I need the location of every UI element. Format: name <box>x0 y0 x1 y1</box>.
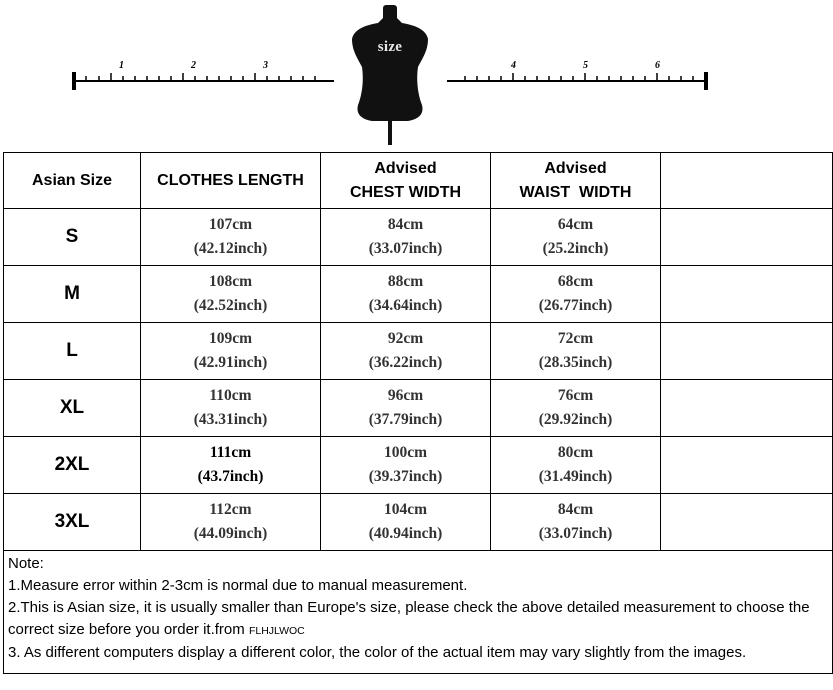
empty-cell <box>661 209 833 266</box>
header-waist-label: WAIST WIDTH <box>519 183 632 201</box>
size-cell: XL <box>4 380 141 437</box>
chest-inch: (37.79inch) <box>368 411 443 428</box>
brand-name: FLHJLWOC <box>248 625 305 637</box>
empty-cell <box>661 494 833 551</box>
empty-cell <box>661 323 833 380</box>
chest-cell <box>321 494 491 551</box>
waist-cm: 64cm <box>557 216 594 233</box>
chest-inch: (36.22inch) <box>368 354 443 371</box>
size-cell: 3XL <box>4 494 141 551</box>
ruler-number: 3 <box>263 60 268 71</box>
chest-cm: 104cm <box>383 501 428 518</box>
length-inch: (42.91inch) <box>193 354 268 371</box>
chest-inch: (39.37inch) <box>368 468 443 485</box>
length-inch: (42.52inch) <box>193 297 268 314</box>
header-chest-advised: Advised <box>374 159 437 177</box>
waist-cell <box>491 494 661 551</box>
header-chest-label: CHEST WIDTH <box>349 183 462 201</box>
chest-cell <box>321 437 491 494</box>
table-header-row <box>4 153 833 209</box>
length-cell <box>141 437 321 494</box>
chest-cell <box>321 209 491 266</box>
header-waist-width <box>491 153 661 209</box>
measuring-ruler-left <box>72 60 334 90</box>
length-inch: (42.12inch) <box>193 240 268 257</box>
note-line-3: 3. As different computers display a different color, the color of the actual item may vary slightly from the images. <box>8 644 747 661</box>
length-cell <box>141 494 321 551</box>
table-row <box>4 380 833 437</box>
notes-cell <box>4 551 833 674</box>
length-inch: (43.31inch) <box>193 411 268 428</box>
table-row <box>4 437 833 494</box>
notes-title: Note: <box>8 555 44 572</box>
length-cm: 112cm <box>209 501 252 518</box>
chest-cm: 84cm <box>387 216 424 233</box>
waist-cell <box>491 209 661 266</box>
measuring-ruler-right <box>447 60 709 90</box>
length-cm: 107cm <box>208 216 253 233</box>
length-cell <box>141 380 321 437</box>
header-empty <box>661 153 833 209</box>
chest-cm: 92cm <box>387 330 424 347</box>
ruler-number: 6 <box>655 60 660 71</box>
size-cell: M <box>4 266 141 323</box>
waist-cell <box>491 380 661 437</box>
length-cm: 109cm <box>208 330 253 347</box>
waist-cm: 68cm <box>557 273 594 290</box>
size-chart-table <box>3 152 833 674</box>
table-row <box>4 494 833 551</box>
length-inch: (43.7inch) <box>197 468 264 485</box>
note-line-2 <box>8 597 828 642</box>
notes-row <box>4 551 833 674</box>
waist-cm: 76cm <box>557 387 594 404</box>
chest-inch: (33.07inch) <box>368 240 443 257</box>
dress-form-icon <box>348 5 432 145</box>
length-cm: 111cm <box>209 444 252 461</box>
size-header-graphic <box>0 0 833 150</box>
header-waist-advised: Advised <box>544 159 607 177</box>
size-cell: S <box>4 209 141 266</box>
empty-cell <box>661 437 833 494</box>
waist-cm: 72cm <box>557 330 594 347</box>
length-cm: 108cm <box>208 273 253 290</box>
ruler-number: 1 <box>119 60 124 71</box>
chest-cell <box>321 380 491 437</box>
header-clothes-length: CLOTHES LENGTH <box>141 153 321 209</box>
chest-cell <box>321 323 491 380</box>
header-chest-width <box>321 153 491 209</box>
waist-inch: (33.07inch) <box>538 525 613 542</box>
length-cm: 110cm <box>209 387 252 404</box>
chest-cm: 100cm <box>383 444 428 461</box>
waist-inch: (25.2inch) <box>542 240 609 257</box>
empty-cell <box>661 380 833 437</box>
header-asian-size: Asian Size <box>4 153 141 209</box>
waist-cell <box>491 266 661 323</box>
length-cell <box>141 323 321 380</box>
waist-inch: (29.92inch) <box>538 411 613 428</box>
length-inch: (44.09inch) <box>193 525 268 542</box>
waist-cm: 84cm <box>557 501 594 518</box>
table-row <box>4 266 833 323</box>
note-line-2-text: 2.This is Asian size, it is usually smaller than Europe's size, please check the above detailed measurement to choose the correct size before you order it.from <box>8 599 810 638</box>
length-cell <box>141 266 321 323</box>
waist-cell <box>491 323 661 380</box>
size-cell: 2XL <box>4 437 141 494</box>
waist-cell <box>491 437 661 494</box>
waist-inch: (31.49inch) <box>538 468 613 485</box>
ruler-number: 5 <box>583 60 588 71</box>
length-cell <box>141 209 321 266</box>
table-row <box>4 323 833 380</box>
waist-cm: 80cm <box>557 444 594 461</box>
chest-inch: (40.94inch) <box>368 525 443 542</box>
waist-inch: (26.77inch) <box>538 297 613 314</box>
chest-cell <box>321 266 491 323</box>
mannequin-label: size <box>377 39 403 55</box>
waist-inch: (28.35inch) <box>538 354 613 371</box>
ruler-number: 4 <box>511 60 516 71</box>
note-line-1: 1.Measure error within 2-3cm is normal due to manual measurement. <box>8 577 468 594</box>
chest-inch: (34.64inch) <box>368 297 443 314</box>
chest-cm: 96cm <box>387 387 424 404</box>
size-cell: L <box>4 323 141 380</box>
ruler-number: 2 <box>191 60 196 71</box>
table-row <box>4 209 833 266</box>
chest-cm: 88cm <box>387 273 424 290</box>
empty-cell <box>661 266 833 323</box>
